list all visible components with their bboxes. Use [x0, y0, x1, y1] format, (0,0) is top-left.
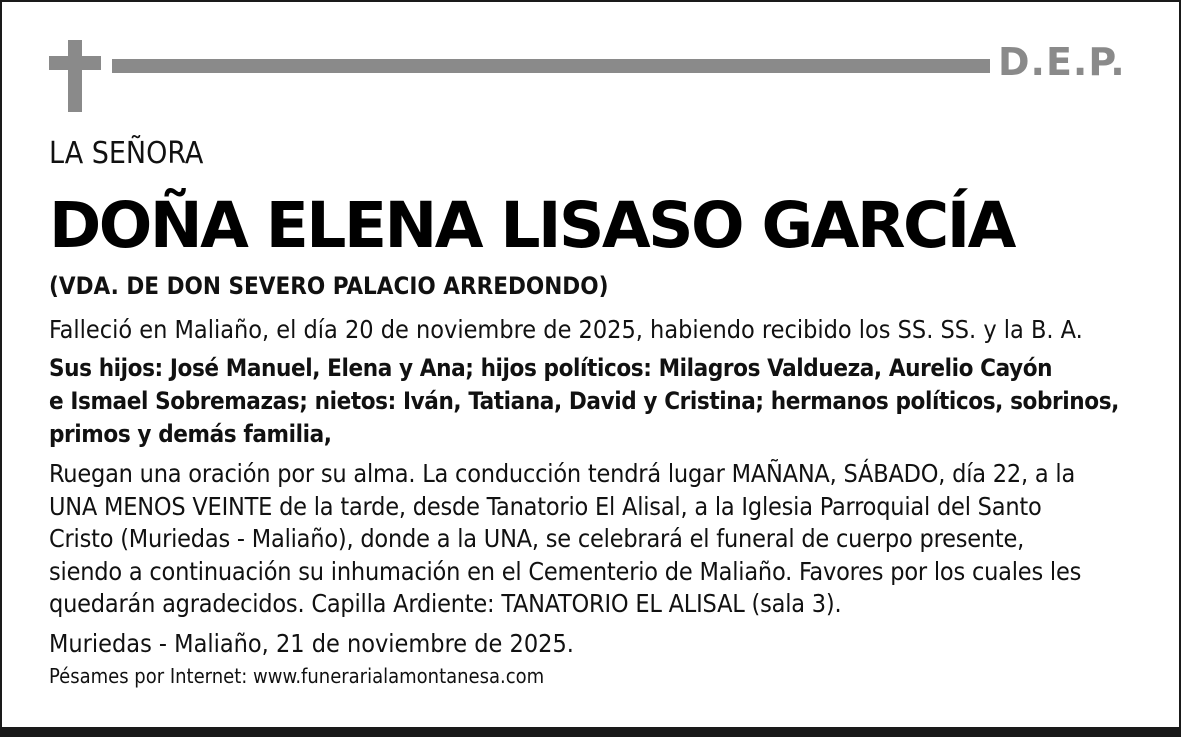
condolences-link[interactable]: Pésames por Internet: www.funerarialamontanesa.com	[49, 664, 545, 688]
family-line: primos y demás familia,	[49, 420, 332, 448]
widow-of: (VDA. DE DON SEVERO PALACIO ARREDONDO)	[49, 272, 609, 300]
dep-label: D.E.P.	[998, 40, 1126, 84]
family-list	[49, 352, 1159, 451]
intro-label: LA SEÑORA	[49, 136, 204, 171]
family-line: e Ismael Sobremazas; nietos: Iván, Tatiana, David y Cristina; hermanos políticos, sobrinos,	[49, 387, 1119, 415]
funeral-details	[49, 458, 1159, 621]
details-line: UNA MENOS VEINTE de la tarde, desde Tanatorio El Alisal, a la Iglesia Parroquial del Santo	[49, 491, 1042, 521]
details-line: Ruegan una oración por su alma. La conducción tendrá lugar MAÑANA, SÁBADO, día 22, a la	[49, 459, 1076, 488]
details-line: quedarán agradecidos. Capilla Ardiente: TANATORIO EL ALISAL (sala 3).	[49, 589, 842, 618]
details-line: Cristo (Muriedas - Maliaño), donde a la UNA, se celebrará el funeral de cuerpo presente,	[49, 524, 1025, 553]
details-line: siendo a continuación su inhumación en el Cementerio de Maliaño. Favores por los cuales les	[49, 556, 1082, 586]
cross-icon	[49, 40, 101, 112]
place-date: Muriedas - Maliaño, 21 de noviembre de 2025.	[49, 629, 574, 658]
family-line: Sus hijos: José Manuel, Elena y Ana; hijos políticos: Milagros Valdueza, Aurelio Cayón	[49, 354, 1053, 382]
header-rule	[112, 59, 990, 73]
death-statement: Falleció en Maliaño, el día 20 de noviembre de 2025, habiendo recibido los SS. SS. y la B. A.	[49, 315, 1083, 344]
deceased-name: DOÑA ELENA LISASO GARCÍA	[49, 189, 1014, 262]
